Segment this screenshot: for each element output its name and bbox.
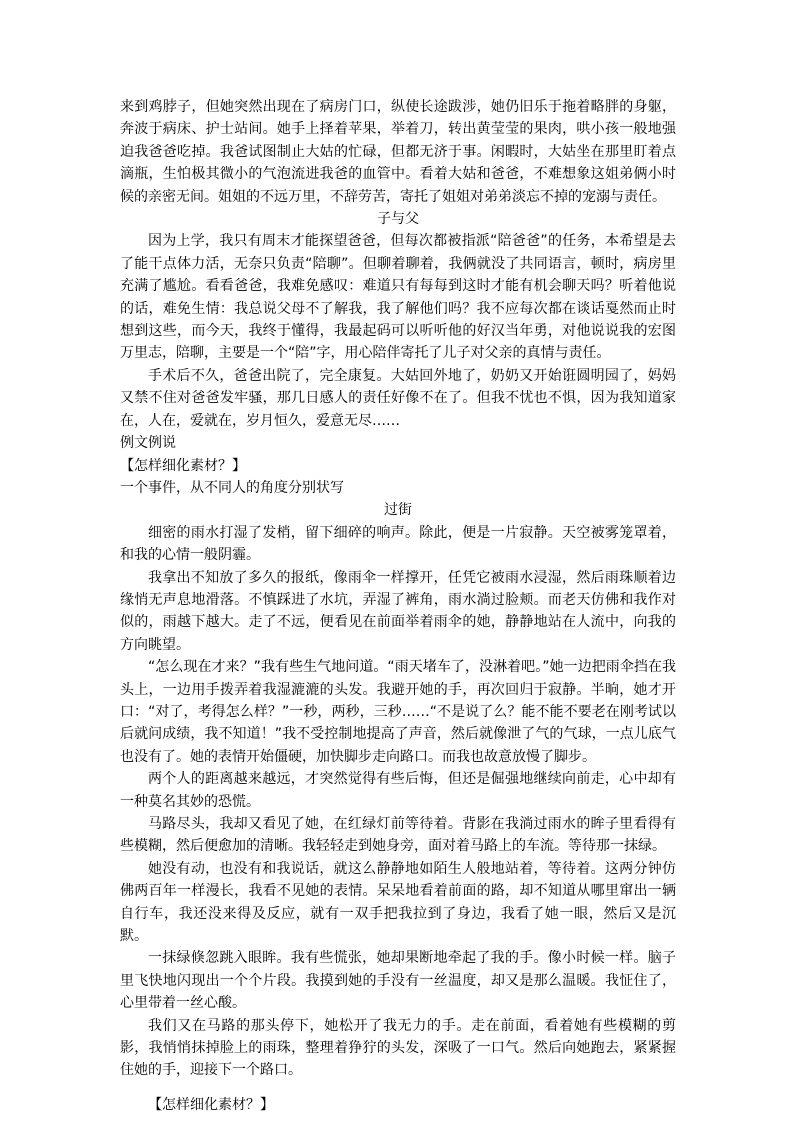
paragraph-son-father-1: 因为上学，我只有周末才能探望爸爸，但每次都被指派“陪爸爸”的任务，本希望是去了能干点体力活，无奈只负责“陪聊”。但聊着聊着，我俩就没了共同语言，顿时，病房里充满了尴尬。看看爸爸，我难免感叹：难道只有每每到这时才能有机会聊天吗？听着他说的话，难免生情：我总说父母不了解我，我了解他们吗？我不应每次都在谈话戛然而止时想到这些，而今天，我终于懂得，我最起码可以听听他的好汉当年勇，对他说说我的宏图万里志，陪聊，主要是一个“陪”字，用心陪伴寄托了儿子对父亲的真情与责任。 <box>120 233 676 362</box>
essay-paragraph-6: 她没有动，也没有和我说话，就这么静静地如陌生人般地站着，等待着。这两分钟仿佛两百年一样漫长，我看不见她的表情。呆呆地看着前面的路，却不知道从哪里窜出一辆自行车，我还没来得及反应，就有一双手把我拉到了身边，我看了她一眼，然后又是沉默。 <box>120 860 676 945</box>
label-example: 例文例说 <box>120 435 176 452</box>
essay-paragraph-8: 我们又在马路的那头停下，她松开了我无力的手。走在前面，看着她有些模糊的剪影，我悄悄抹掉脸上的雨珠，整理着狰狞的头发，深吸了一口气。然后向她跑去，紧紧握住她的手，迎接下一个路口。 <box>120 1017 676 1079</box>
essay-paragraph-4: 两个人的距离越来越远，才突然觉得有些后悔，但还是倔强地继续向前走，心中却有一种莫名其妙的恐慌。 <box>120 771 676 810</box>
essay-paragraph-3: “怎么现在才来？”我有些生气地问道。“雨天堵车了，没淋着吧。”她一边把雨伞挡在我头上，一边用手拨弄着我湿漉漉的头发。我避开她的手，再次回归于寂静。半晌，她才开口：“对了，考得怎么样？”一秒，两秒，三秒……“不是说了么？能不能不要老在刚考试以后就问成绩，我不知道！”我不受控制地提高了声音，然后就像泄了气的气球，一点儿底气也没有了。她的表情开始僵硬，加快脚步走向路口。而我也故意放慢了脚步。 <box>120 659 676 765</box>
essay-title: 过街 <box>384 502 412 519</box>
essay-paragraph-1: 细密的雨水打湿了发梢，留下细碎的响声。除此，便是一片寂静。天空被雾笼罩着，和我的心情一般阴霾。 <box>120 524 676 564</box>
heading-how-to-refine: 【怎样细化素材？】 <box>120 457 246 474</box>
essay-paragraph-5: 马路尽头，我却又看见了她，在红绿灯前等待着。背影在我淌过雨水的眸子里看得有些模糊，然后便愈加的清晰。我轻轻走到她身旁，面对着马路上的车流。等待那一抹绿。 <box>120 816 676 855</box>
paragraph-son-father-2: 手术后不久，爸爸出院了，完全康复。大姑回外地了，奶奶又开始诳圆明园了，妈妈又禁不住对爸爸发牢骚，那几日感人的责任好像不在了。但我不忧也不惧，因为我知道家在，人在，爱就在，岁月恒久，爱意无尽…… <box>120 367 676 429</box>
heading-how-to-refine-2: 【怎样细化素材？】 <box>148 1096 274 1113</box>
document-page <box>120 96 676 1116</box>
section-title: 子与父 <box>377 211 419 228</box>
paragraph-intro: 来到鸡脖子，但她突然出现在了病房门口，纵使长途跋涉，她仍旧乐于拖着略胖的身躯，奔波于病床、护士站间。她手上择着苹果，举着刀，转出黄莹莹的果肉，哄小孩一般地强迫我爸爸吃掉。我爸试图制止大姑的忙碌，但都无济于事。闲暇时，大姑坐在那里盯着点滴瓶，生怕极其微小的气泡流进我爸的血管中。看着大姑和爸爸，不难想象这姐弟俩小时候的亲密无间。姐姐的不远万里，不辞劳苦，寄托了姐姐对弟弟淡忘不掉的宠溺与责任。 <box>120 99 676 205</box>
subtitle-angles: 一个事件，从不同人的角度分别状写 <box>120 479 344 496</box>
essay-paragraph-2: 我拿出不知放了多久的报纸，像雨伞一样撑开，任凭它被雨水浸湿，然后雨珠顺着边缘悄无声息地滑落。不慎踩进了水坑，弄湿了裤角，雨水淌过脸颊。而老天仿佛和我作对似的，雨越下越大。走了不远，便看见在前面举着雨伞的她，静静地站在人流中，向我的方向眺望。 <box>120 569 676 653</box>
essay-paragraph-7: 一抹绿倏忽跳入眼眸。我有些慌张，她却果断地牵起了我的手。像小时候一样。脑子里飞快地闪现出一个个片段。我摸到她的手没有一丝温度，却又是那么温暖。我怔住了，心里带着一丝心酸。 <box>120 950 676 1012</box>
